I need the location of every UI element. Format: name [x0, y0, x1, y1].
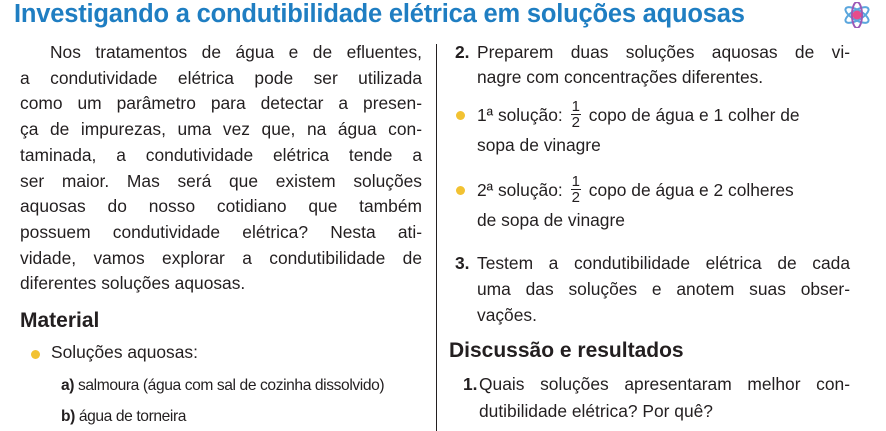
page-title: Investigando a condutibilidade elétrica em soluções aquosas: [14, 0, 745, 28]
intro-line: como um parâmetro para detectar a presen-: [20, 93, 422, 114]
intro-paragraph: [20, 40, 422, 297]
item-letter: a): [61, 377, 75, 394]
fraction-denominator: 2: [571, 189, 580, 206]
bullet-icon: [456, 186, 465, 195]
material-item-b: [61, 408, 186, 426]
question-1-line: Quais soluções apresentaram melhor con-: [479, 374, 850, 394]
intro-line: taminada, a condutividade elétrica tende a: [20, 144, 422, 165]
solution-2-text: copo de água e 2 colheres: [588, 180, 794, 201]
item-text: água de torneira: [78, 408, 187, 425]
question-1-number: 1.: [463, 374, 478, 394]
solution-2: [477, 173, 794, 207]
material-item-a: [61, 377, 384, 395]
intro-line: ça de impurezas, uma vez que, na água con-: [20, 119, 422, 140]
intro-line: ser maior. Mas será que existem soluções: [20, 170, 422, 191]
column-divider: [436, 44, 437, 431]
question-1-line: dutibilidade elétrica? Por quê?: [479, 401, 713, 421]
solution-1-line2: sopa de vinagre: [477, 135, 601, 155]
fraction-half: [571, 174, 581, 205]
item-text: salmoura (água com sal de cozinha dissolvido): [78, 377, 385, 394]
step-3-line: vações.: [477, 305, 537, 325]
solution-2-line2: de sopa de vinagre: [477, 210, 625, 230]
discussion-heading: Discussão e resultados: [449, 339, 684, 362]
intro-line: vidade, vamos explorar a condutibilidade de: [20, 247, 422, 268]
step-3-line: uma das soluções e anotem suas obser-: [477, 279, 850, 299]
step-2-number: 2.: [455, 42, 470, 62]
solution-2-label: 2ª solução:: [477, 180, 563, 201]
atom-icon: [842, 2, 872, 28]
step-2-line: Preparem duas soluções aquosas de vi-: [477, 42, 850, 62]
solution-1: [477, 98, 800, 132]
intro-line: aquosas do nosso cotidiano que também: [20, 196, 422, 217]
solution-1-label: 1ª solução:: [477, 105, 563, 126]
step-2-line: nagre com concentrações diferentes.: [477, 67, 764, 87]
fraction-denominator: 2: [571, 114, 580, 131]
material-bullet-text: Soluções aquosas:: [51, 342, 198, 362]
intro-line: diferentes soluções aquosas.: [20, 273, 246, 294]
fraction-numerator: 1: [571, 98, 580, 115]
intro-line: Nos tratamentos de água e de efluentes,: [50, 42, 422, 62]
solution-1-text: copo de água e 1 colher de: [588, 105, 800, 126]
intro-line: possuem condutividade elétrica? Nesta ati-: [20, 221, 422, 242]
step-3-line: Testem a condutibilidade elétrica de cada: [477, 253, 850, 273]
fraction-half: [571, 99, 581, 130]
item-letter: b): [61, 408, 75, 425]
intro-line: a condutividade elétrica pode ser utilizada: [20, 67, 422, 88]
material-heading: Material: [20, 309, 100, 332]
bullet-icon: [31, 350, 40, 359]
bullet-icon: [456, 111, 465, 120]
fraction-numerator: 1: [571, 173, 580, 190]
step-3-number: 3.: [455, 253, 470, 273]
